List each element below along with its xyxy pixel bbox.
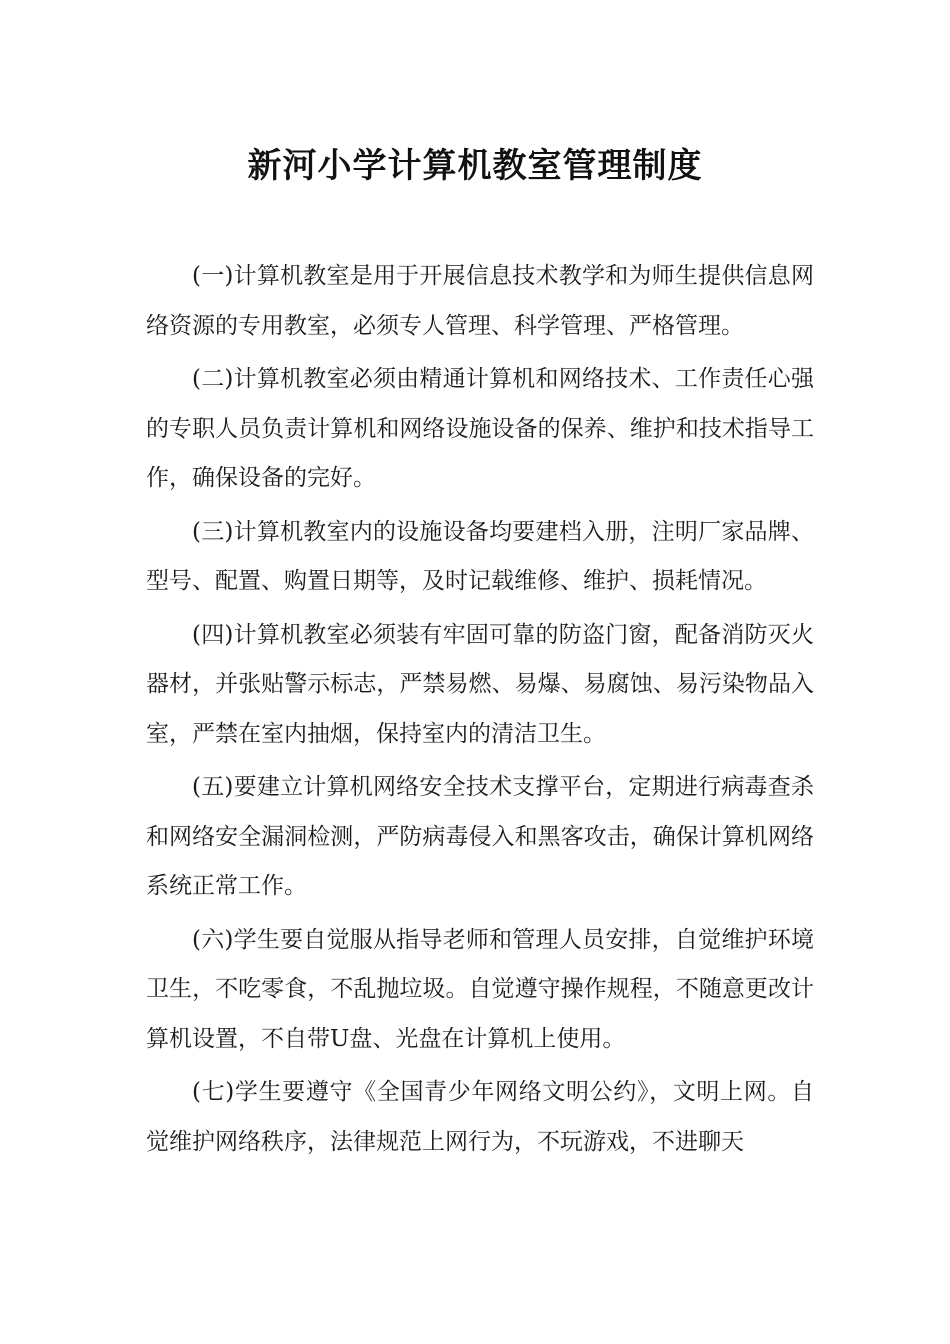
paragraph-2: (二)计算机教室必须由精通计算机和网络技术、工作责任心强的专职人员负责计算机和网络设施设备的保养、维护和技术指导工作，确保设备的完好。 [146, 366, 814, 491]
paragraph-5: (五)要建立计算机网络安全技术支撑平台，定期进行病毒查杀和网络安全漏洞检测，严防病毒侵入和黑客攻击，确保计算机网络系统正常工作。 [146, 774, 814, 899]
paragraph-3: (三)计算机教室内的设施设备均要建档入册，注明厂家品牌、型号、配置、购置日期等，及时记载维修、维护、损耗情况。 [146, 518, 814, 594]
document-body [146, 252, 814, 1171]
document-title: 新河小学计算机教室管理制度 [247, 146, 703, 186]
paragraph-1: (一)计算机教室是用于开展信息技术教学和为师生提供信息网络资源的专用教室，必须专人管理、科学管理、严格管理。 [146, 263, 814, 339]
paragraph-4: (四)计算机教室必须装有牢固可靠的防盗门窗，配备消防灭火器材，并张贴警示标志，严禁易燃、易爆、易腐蚀、易污染物品入室，严禁在室内抽烟，保持室内的清洁卫生。 [146, 621, 814, 747]
paragraph-6: (六)学生要自觉服从指导老师和管理人员安排，自觉维护环境卫生，不吃零食，不乱抛垃圾。自觉遵守操作规程，不随意更改计算机设置，不自带U盘、光盘在计算机上使用。 [146, 926, 814, 1052]
paragraph-7: (七)学生要遵守《全国青少年网络文明公约》，文明上网。自觉维护网络秩序，法律规范上网行为，不玩游戏，不进聊天 [146, 1079, 814, 1155]
